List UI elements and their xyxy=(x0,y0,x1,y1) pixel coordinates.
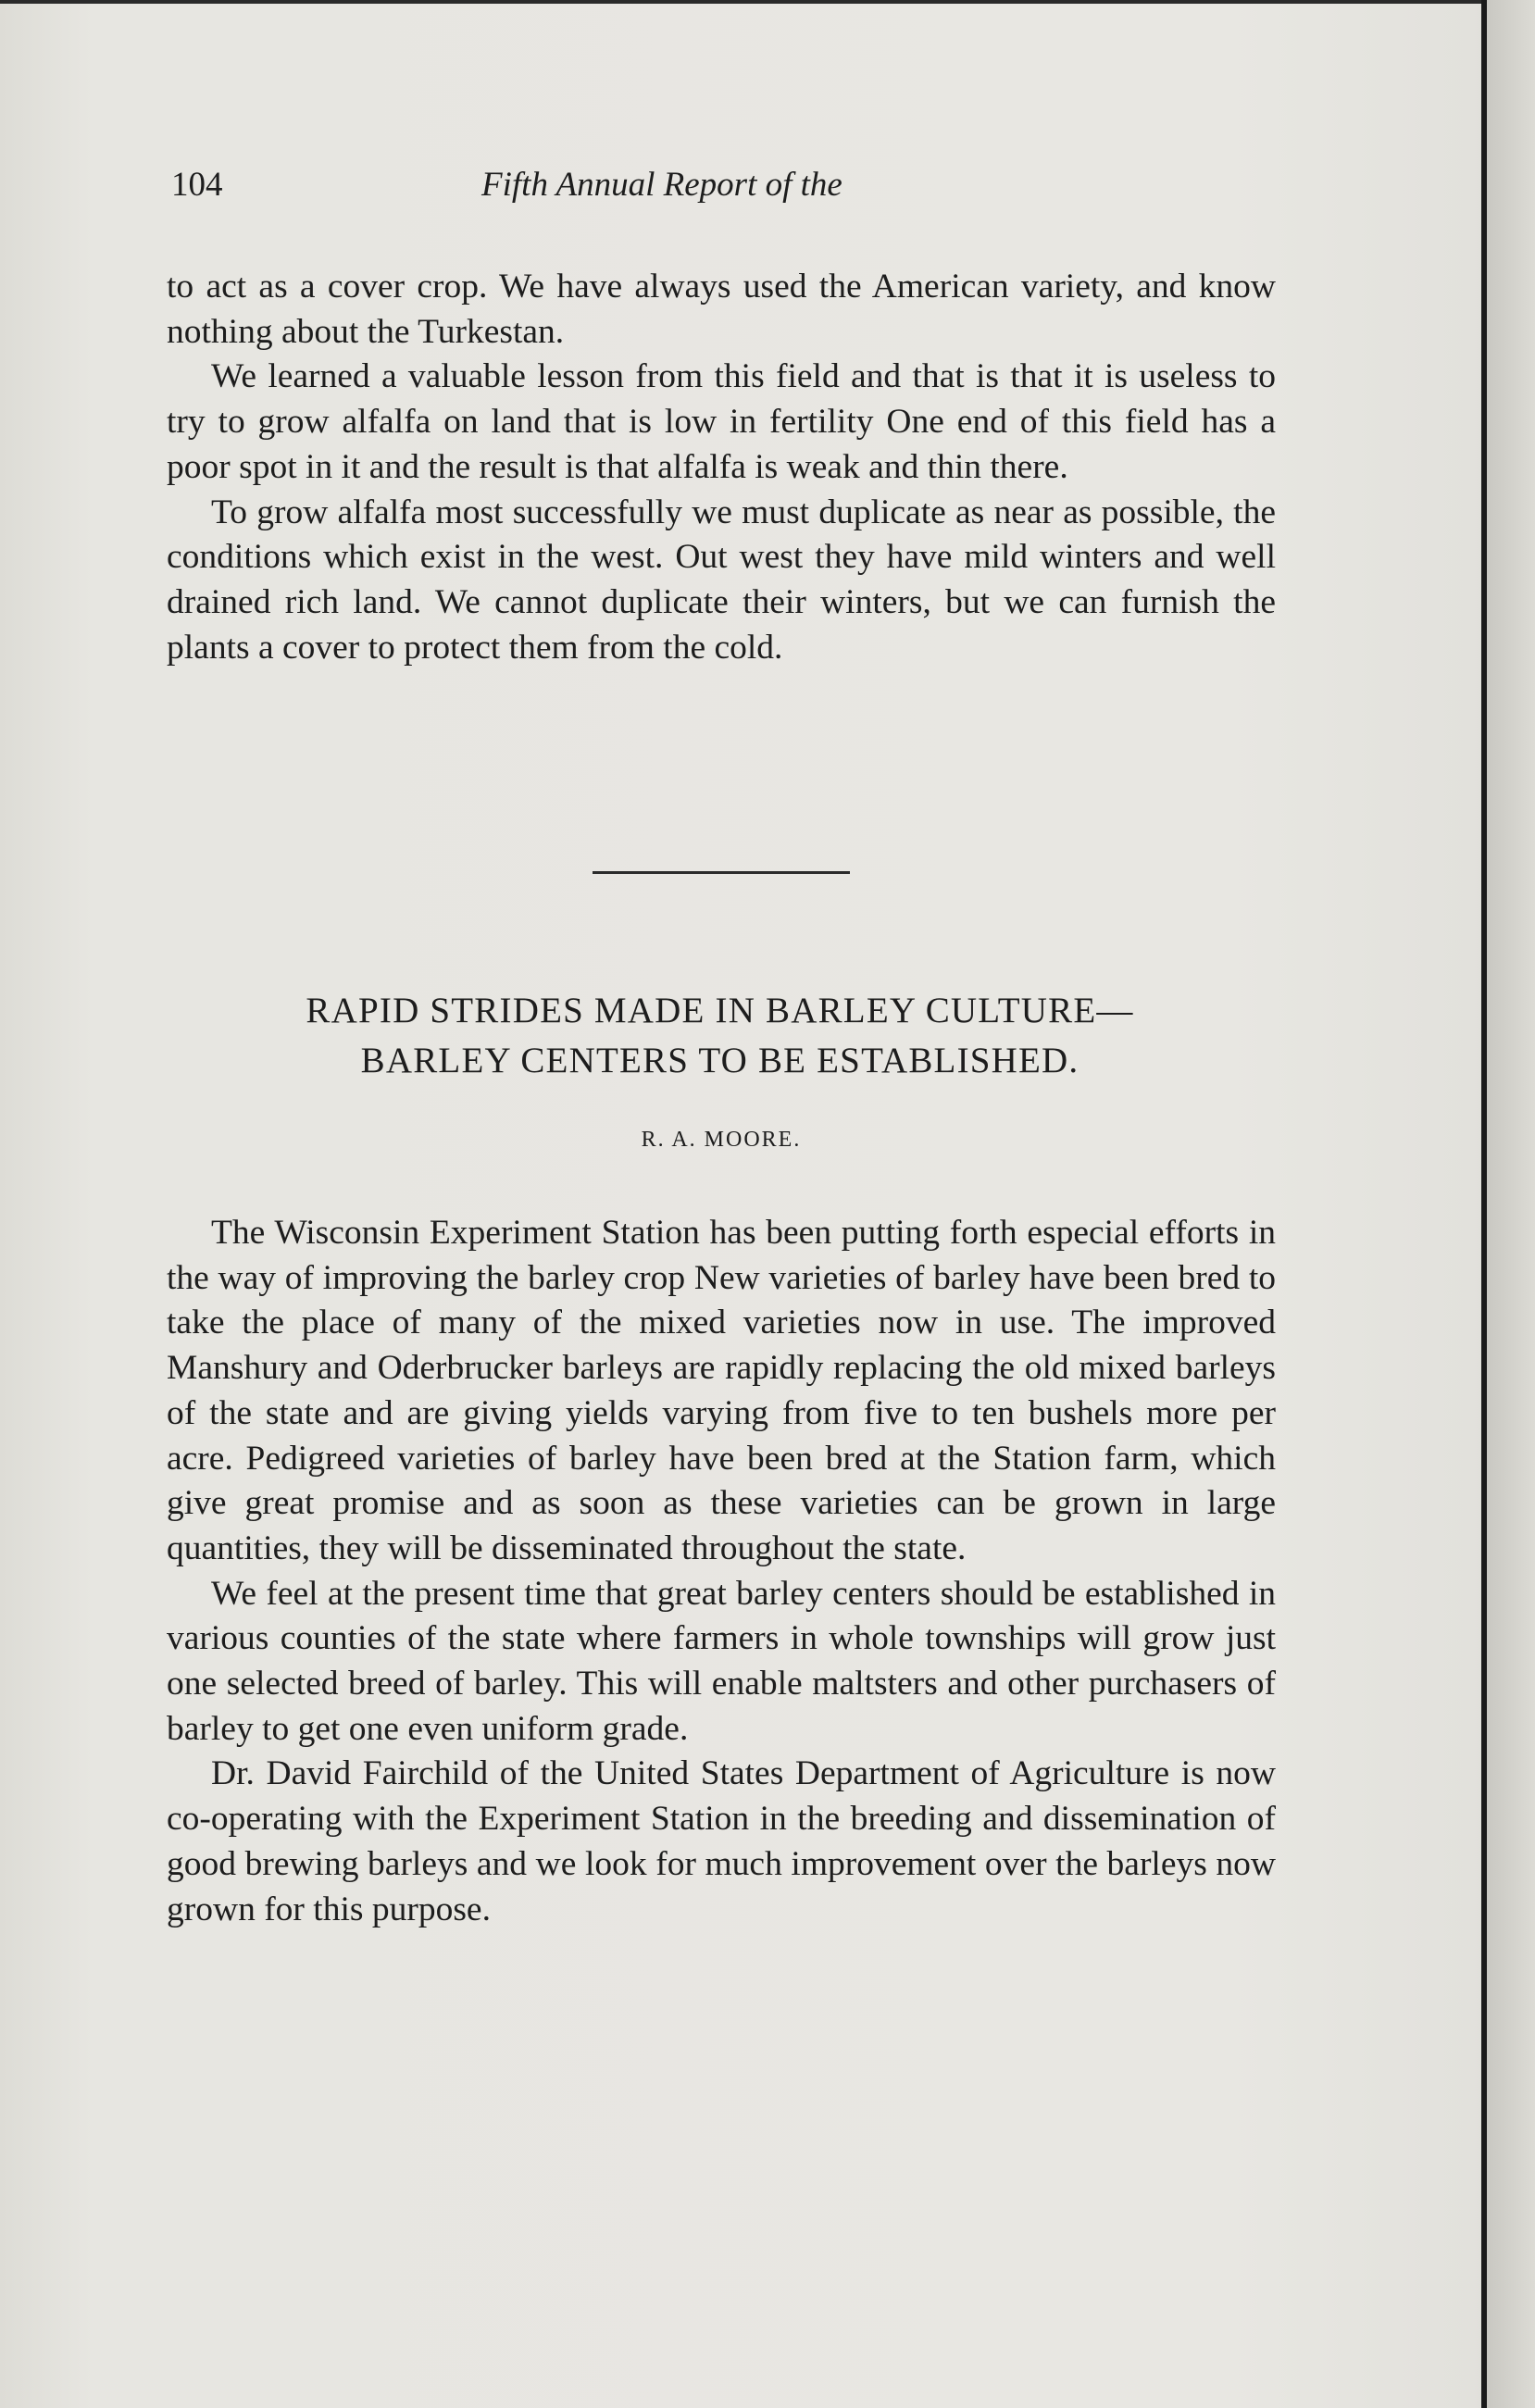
article-title-line-2: BARLEY CENTERS TO BE ESTABLISHED. xyxy=(360,1041,1079,1080)
page-number: 104 xyxy=(171,166,223,204)
page-margin-shadow xyxy=(1487,0,1535,2408)
paragraph: The Wisconsin Experiment Station has been putting forth especial efforts in the way of improving the barley crop New varieties of barley have been bred to take the place of many of the mixed varieties now in use. The improved Manshury and Oderbrucker barleys are rapidly replacing the old mixed barleys of the state and are giving yields varying from five to ten bushels more per acre. Pedigreed varieties of barley have been bred at the Station farm, which give great promise and as soon as these varieties can be grown in large quantities, they will be disseminated throughout the state. xyxy=(167,1214,1276,1567)
paragraph: To grow alfalfa most successfully we must duplicate as near as possible, the conditions which exist in the west. Out west they have mild winters and well drained rich land. We cannot duplicate their winters, but we can furnish the plants a cover to protect them from the cold. xyxy=(167,493,1276,667)
running-title: Fifth Annual Report of the xyxy=(481,166,842,204)
continued-section xyxy=(167,265,1276,670)
article-body xyxy=(167,1211,1276,1932)
article-title xyxy=(157,986,1282,1086)
paragraph: Dr. David Fairchild of the United States Department of Agriculture is now co-operating with the Experiment Station in the breeding and dissemination of good brewing barleys and we look for much improvement over the barleys now grown for this purpose. xyxy=(167,1754,1276,1928)
page-top-edge xyxy=(0,0,1486,4)
paragraph: We learned a valuable lesson from this field and that is that it is useless to try to grow alfalfa on land that is low in fertility One end of this field has a poor spot in it and the result is that alfalfa is weak and thin there. xyxy=(167,357,1276,486)
article-title-line-1: RAPID STRIDES MADE IN BARLEY CULTURE— xyxy=(306,991,1134,1030)
section-divider xyxy=(593,871,850,874)
paragraph: to act as a cover crop. We have always used the American variety, and know nothing about the Turkestan. xyxy=(167,268,1276,351)
author-byline: R. A. MOORE. xyxy=(641,1128,802,1152)
paragraph: We feel at the present time that great barley centers should be established in various counties of the state where farmers in whole townships will grow just one selected breed of barley. This will enable maltsters and other purchasers of barley to get one even uniform grade. xyxy=(167,1574,1276,1748)
running-head xyxy=(171,165,1273,220)
